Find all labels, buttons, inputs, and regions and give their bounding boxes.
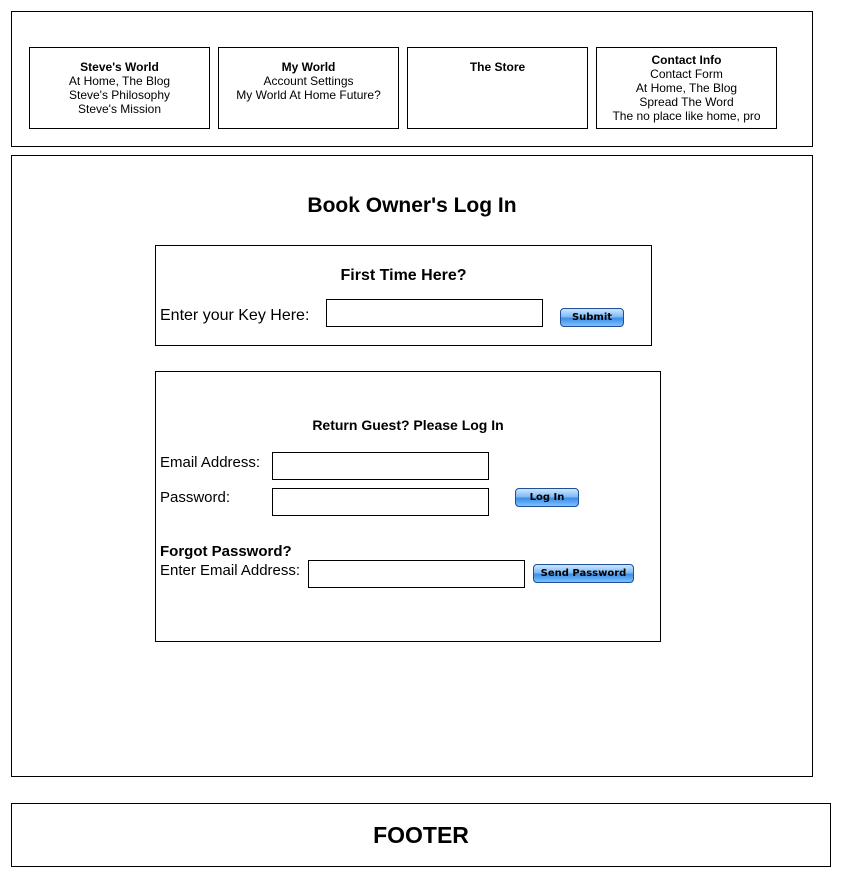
nav-link-no-place-like-home[interactable]: The no place like home, pro — [612, 109, 761, 123]
nav-link-spread-the-word[interactable]: Spread The Word — [639, 95, 734, 109]
footer-label: FOOTER — [373, 822, 469, 848]
key-label: Enter your Key Here: — [160, 307, 310, 324]
nav-box-the-store — [407, 47, 588, 129]
password-input[interactable] — [272, 488, 489, 516]
nav-link-at-home-blog[interactable]: At Home, The Blog — [68, 74, 171, 88]
forgot-email-input[interactable] — [308, 560, 525, 588]
page-title: Book Owner's Log In — [307, 194, 517, 217]
nav-link-steves-mission[interactable]: Steve's Mission — [78, 102, 161, 116]
email-input[interactable] — [272, 452, 489, 480]
nav-title-the-store[interactable]: The Store — [469, 60, 526, 74]
first-time-heading: First Time Here? — [340, 267, 467, 284]
first-time-panel — [155, 245, 652, 346]
login-button[interactable]: Log In — [515, 488, 579, 507]
forgot-email-label: Enter Email Address: — [160, 562, 301, 579]
password-label: Password: — [160, 489, 231, 506]
nav-box-my-world — [218, 47, 399, 129]
nav-link-contact-form[interactable]: Contact Form — [650, 67, 723, 81]
nav-link-account-settings[interactable]: Account Settings — [263, 74, 354, 88]
nav-link-my-world-future[interactable]: My World At Home Future? — [236, 88, 381, 102]
nav-link-contact-blog[interactable]: At Home, The Blog — [635, 81, 738, 95]
return-guest-heading: Return Guest? Please Log In — [312, 417, 504, 433]
nav-title-contact-info[interactable]: Contact Info — [651, 53, 722, 67]
footer — [11, 803, 831, 867]
header — [11, 11, 813, 147]
nav-link-steves-philosophy[interactable]: Steve's Philosophy — [68, 88, 170, 102]
key-input[interactable] — [326, 299, 543, 327]
email-label: Email Address: — [160, 454, 261, 471]
send-password-button[interactable]: Send Password — [533, 564, 634, 583]
forgot-password-heading: Forgot Password? — [160, 543, 292, 560]
main-content — [11, 155, 813, 777]
nav-title-steves-world[interactable]: Steve's World — [80, 60, 159, 74]
submit-button[interactable]: Submit — [560, 308, 624, 327]
nav-title-my-world[interactable]: My World — [281, 60, 336, 74]
nav-box-steves-world — [29, 47, 210, 129]
nav-box-contact-info — [596, 47, 777, 129]
return-guest-panel — [155, 371, 661, 642]
